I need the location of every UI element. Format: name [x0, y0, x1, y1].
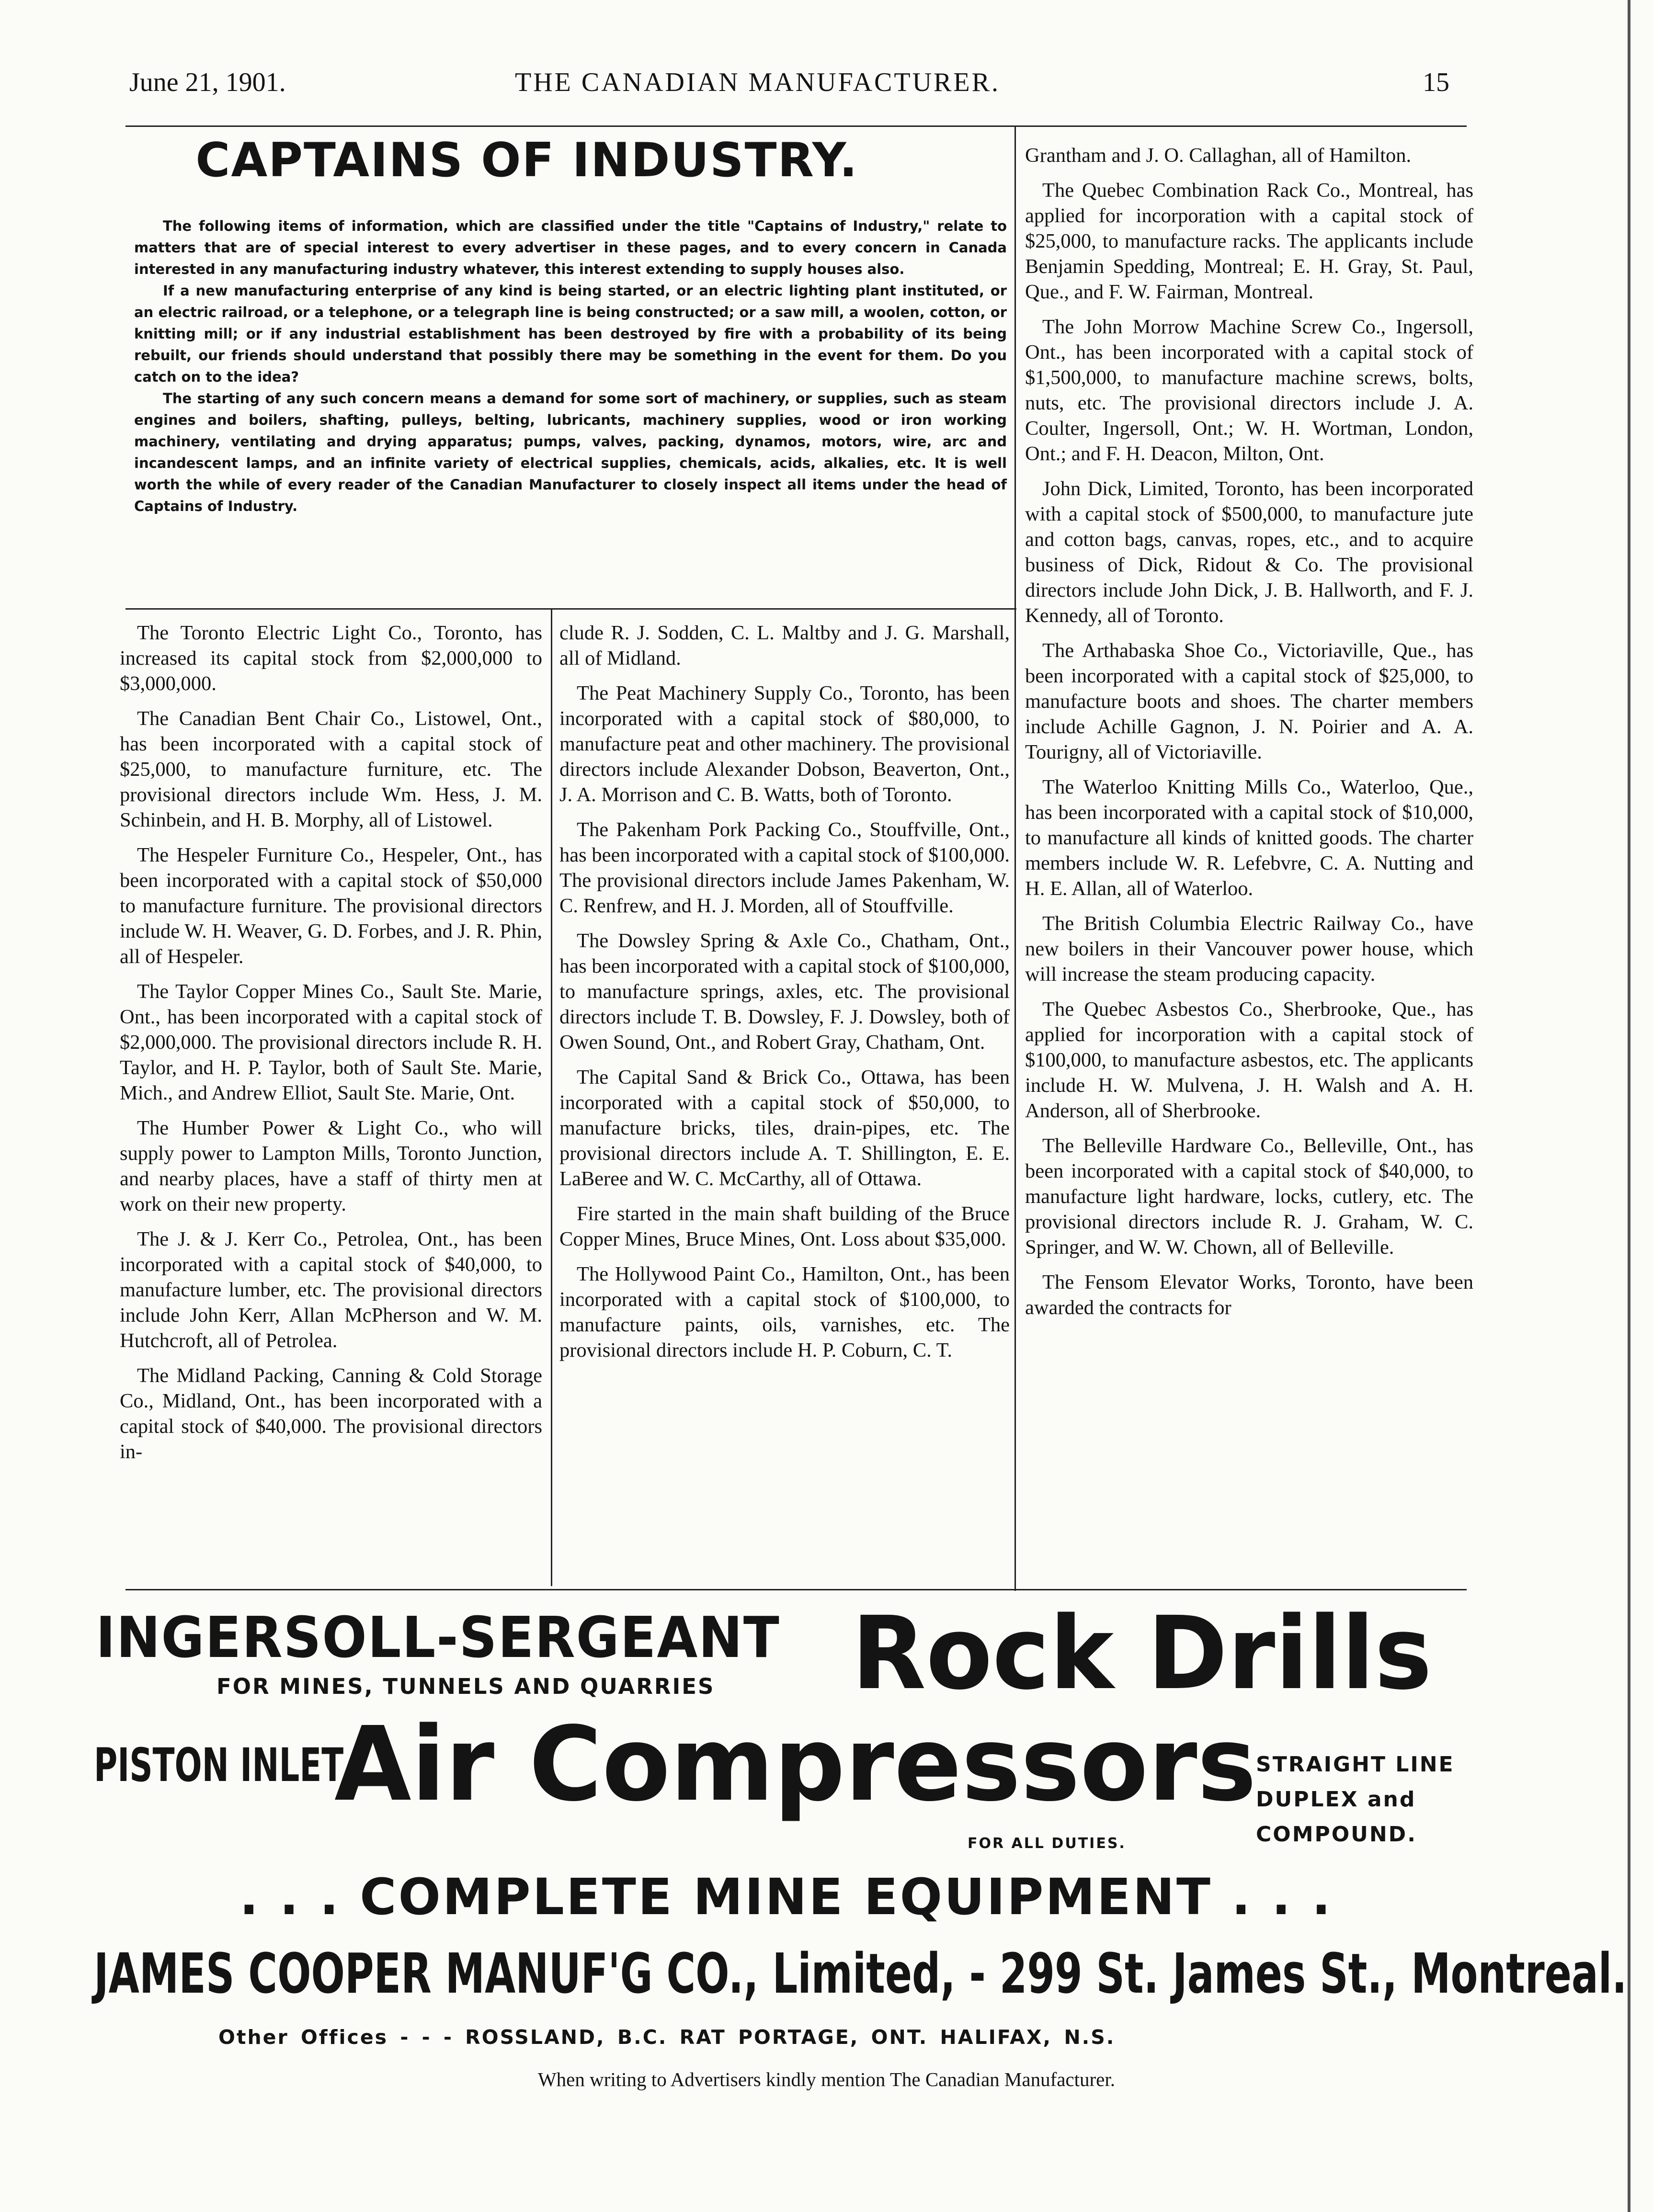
- ad-type-line: STRAIGHT LINE: [1256, 1752, 1455, 1777]
- footer-note: When writing to Advertisers kindly mention The Canadian Manufacturer.: [537, 2068, 1116, 2090]
- news-item: The Waterloo Knitting Mills Co., Waterloo, Que., has been incorporated with a capital stock of $10,000, to manufacture all kinds of knitted goods. The charter members include W. R. Lefebvre, C. A. Nutting and H. E. Allan, all of Waterloo.: [1025, 776, 1473, 900]
- ad-company-address: JAMES COOPER MANUF'G CO., Limited, - 299 St. James St., Montreal.: [94, 1942, 1627, 2006]
- intro-paragraph: If a new manufacturing enterprise of any kind is being started, or an electric lighting plant instituted, or an electric railroad, or a telephone, or a telegraph line is being constructed; or a saw mill, a woolen, cotton, or knitting mill; or if any industrial establishment has been destroyed by fire with a probability of its being rebuilt, our friends should understand that possibly there may be something in the event for them. Do you catch on to the idea?: [134, 283, 1007, 385]
- news-item: The Capital Sand & Brick Co., Ottawa, has been incorporated with a capital stock of $50,000, to manufacture bricks, tiles, drain-pipes, etc. The provisional directors include A. T. Shillington, E. E. LaBeree and W. C. McCarthy, all of Ottawa.: [559, 1066, 1010, 1190]
- ad-complete-equipment: . . . COMPLETE MINE EQUIPMENT . . .: [239, 1868, 1333, 1926]
- column-1: [120, 620, 542, 1474]
- column-3: [1025, 143, 1473, 1330]
- news-item: Fire started in the main shaft building of the Bruce Copper Mines, Bruce Mines, Ont. Loss about $35,000.: [559, 1202, 1010, 1250]
- news-item: The Canadian Bent Chair Co., Listowel, Ont., has been incorporated with a capital stock of $25,000, to manufacture furniture, etc. The provisional directors include Wm. Hess, J. M. Schinbein, and H. B. Morphy, all of Listowel.: [120, 707, 542, 831]
- ad-all-duties: FOR ALL DUTIES.: [968, 1835, 1126, 1852]
- news-item: The Hollywood Paint Co., Hamilton, Ont., has been incorporated with a capital stock of $100,000, to manufacture paints, oils, varnishes, etc. The provisional directors include H. P. Coburn, C. T.: [559, 1263, 1010, 1361]
- ad-piston-inlet: PISTON INLET: [94, 1738, 344, 1792]
- news-item: The Peat Machinery Supply Co., Toronto, has been incorporated with a capital stock of $80,000, to manufacture peat and other machinery. The provisional directors include Alexander Dobson, Beaverton, Ont., J. A. Morrison and C. B. Watts, both of Toronto.: [559, 682, 1010, 806]
- column-2: [559, 620, 1010, 1373]
- news-item: The John Morrow Machine Screw Co., Ingersoll, Ont., has been incorporated with a capital stock of $1,500,000, to manufacture machine screws, bolts, nuts, etc. The provisional directors include J. A. Coulter, Ingersoll, Ont.; W. H. Wortman, London, Ont.; and F. H. Deacon, Milton, Ont.: [1025, 316, 1473, 465]
- news-item: The Humber Power & Light Co., who will supply power to Lampton Mills, Toronto Junction, and nearby places, have a staff of thirty men at work on their new property.: [120, 1117, 542, 1215]
- news-item: The Quebec Combination Rack Co., Montreal, has applied for incorporation with a capital stock of $25,000, to manufacture racks. The applicants include Benjamin Spedding, Montreal; E. H. Gray, St. Paul, Que., and F. W. Fairman, Montreal.: [1025, 179, 1473, 303]
- ad-type-line: COMPOUND.: [1256, 1822, 1417, 1847]
- news-item: The British Columbia Electric Railway Co., have new boilers in their Vancouver power house, which will increase the steam producing capacity.: [1025, 912, 1473, 986]
- intro-paragraph: The starting of any such concern means a demand for some sort of machinery, or supplies, such as steam engines and boilers, shafting, pulleys, belting, lubricants, machinery supplies, wood or iron working machinery, ventilating and drying apparatus; pumps, valves, packing, dynamos, motors, wire, arc and incandescent lamps, and an infinite variety of electrical supplies, chemicals, acids, alkalies, etc. It is well worth the while of every reader of the Canadian Manufacturer to closely inspect all items under the head of Captains of Industry.: [134, 390, 1007, 514]
- intro-bottom-rule: [125, 608, 1016, 610]
- running-head: [129, 67, 1456, 110]
- column-divider-left: [551, 609, 552, 1586]
- intro-block: [134, 216, 1007, 517]
- section-title: CAPTAINS OF INDUSTRY.: [195, 133, 858, 188]
- page-edge: [1628, 0, 1630, 2212]
- news-item-continuation: clude R. J. Sodden, C. L. Maltby and J. G. Marshall, all of Midland.: [559, 622, 1010, 669]
- news-item: The Arthabaska Shoe Co., Victoriaville, Que., has been incorporated with a capital stock of $25,000, to manufacture boots and shoes. The charter members include Achille Gagnon, J. N. Poirier and A. A. Tourigny, all of Victoriaville.: [1025, 639, 1473, 763]
- ad-brand-subtitle: FOR MINES, TUNNELS AND QUARRIES: [217, 1674, 715, 1699]
- page-number: 15: [1423, 68, 1449, 97]
- intro-paragraph: The following items of information, which are classified under the title "Captains of Industry," relate to matters that are of special interest to every advertiser in these pages, and to every concern in Canada interested in any manufacturing industry whatever, this interest extending to supply houses also.: [134, 218, 1007, 277]
- news-item-continuation: Grantham and J. O. Callaghan, all of Hamilton.: [1025, 144, 1412, 167]
- ad-top-rule: [125, 1589, 1467, 1590]
- news-item: The Dowsley Spring & Axle Co., Chatham, Ont., has been incorporated with a capital stock of $100,000, to manufacture springs, axles, etc. The provisional directors include T. B. Dowsley, F. J. Dowsley, both of Owen Sound, Ont., and Robert Gray, Chatham, Ont.: [559, 930, 1010, 1054]
- news-item: The Taylor Copper Mines Co., Sault Ste. Marie, Ont., has been incorporated with a capital stock of $2,000,000. The provisional directors include R. H. Taylor, and H. P. Taylor, both of Sault Ste. Marie, Mich., and Andrew Elliot, Sault Ste. Marie, Ont.: [120, 980, 542, 1104]
- column-divider-right: [1015, 125, 1016, 1591]
- news-item: The Toronto Electric Light Co., Toronto, has increased its capital stock from $2,000,000 to $3,000,000.: [120, 622, 542, 695]
- ad-type-line: DUPLEX and: [1256, 1787, 1416, 1812]
- header-rule: [125, 125, 1467, 127]
- issue-date: June 21, 1901.: [129, 68, 286, 97]
- ad-other-offices: Other Offices - - - ROSSLAND, B.C. RAT PORTAGE, ONT. HALIFAX, N.S.: [218, 2026, 1116, 2049]
- news-item: John Dick, Limited, Toronto, has been incorporated with a capital stock of $500,000, to manufacture jute and cotton bags, canvas, ropes, etc., and to acquire business of Dick, Ridout & Co. The provisional directors include John Dick, J. B. Hallworth, and F. J. Kennedy, all of Toronto.: [1025, 477, 1473, 627]
- news-item: The Midland Packing, Canning & Cold Storage Co., Midland, Ont., has been incorporated with a capital stock of $40,000. The provisional directors in-: [120, 1364, 542, 1463]
- ad-product-rock-drills: Rock Drills: [852, 1595, 1432, 1712]
- publication-name: THE CANADIAN MANUFACTURER.: [515, 68, 1000, 97]
- news-item: The Hespeler Furniture Co., Hespeler, Ont., has been incorporated with a capital stock of $50,000 to manufacture furniture. The provisional directors include W. H. Weaver, G. D. Forbes, and J. R. Phin, all of Hespeler.: [120, 844, 542, 968]
- news-item: The Fensom Elevator Works, Toronto, have been awarded the contracts for: [1025, 1271, 1473, 1319]
- ad-compressor-types: [1256, 1747, 1455, 1852]
- news-item: The Belleville Hardware Co., Belleville, Ont., has been incorporated with a capital stock of $40,000, to manufacture light hardware, locks, cutlery, etc. The provisional directors include R. J. Graham, W. C. Springer, and W. W. Chown, all of Belleville.: [1025, 1134, 1473, 1259]
- news-item: The J. & J. Kerr Co., Petrolea, Ont., has been incorporated with a capital stock of $40,000, to manufacture lumber, etc. The provisional directors include John Kerr, Allan McPherson and W. M. Hutchcroft, all of Petrolea.: [120, 1228, 542, 1352]
- ad-brand-name: INGERSOLL-SERGEANT: [96, 1604, 780, 1670]
- news-item: The Pakenham Pork Packing Co., Stouffville, Ont., has been incorporated with a capital stock of $100,000. The provisional directors include James Pakenham, W. C. Renfrew, and H. J. Morden, all of Stouffville.: [559, 818, 1010, 917]
- news-item: The Quebec Asbestos Co., Sherbrooke, Que., has applied for incorporation with a capital stock of $100,000, to manufacture asbestos, etc. The applicants include H. W. Mulvena, J. H. Walsh and A. H. Anderson, all of Sherbrooke.: [1025, 998, 1473, 1122]
- ad-product-air-compressors: Air Compressors: [334, 1705, 1257, 1824]
